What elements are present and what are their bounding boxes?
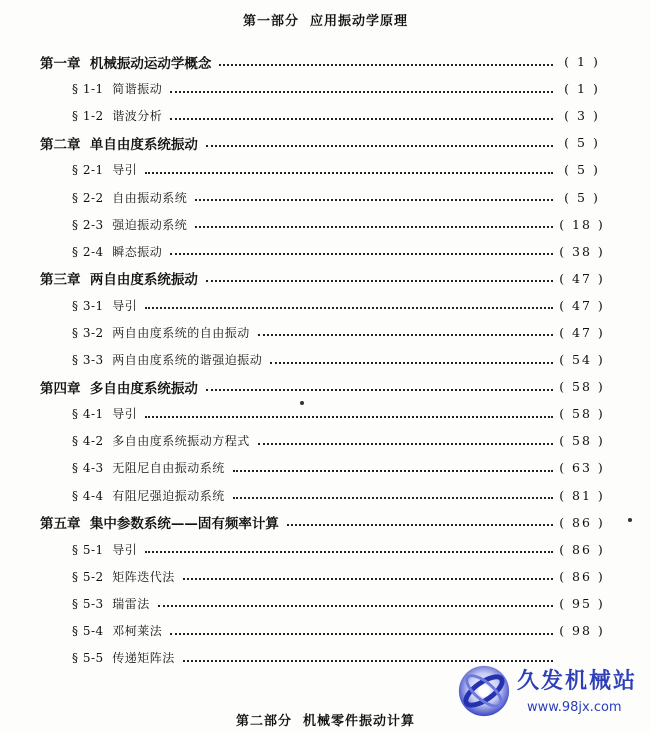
toc-page-number: ( 86 ) [559, 514, 605, 530]
dot-leader [145, 307, 553, 309]
toc-entry-label: § 4-4 有阻尼强迫振动系统 [72, 488, 225, 503]
toc-page-number: ( 58 ) [559, 433, 605, 449]
watermark-brand: 久发机械站 [517, 669, 638, 694]
toc-section-row [0, 238, 651, 265]
toc-page-number: ( 5 ) [564, 189, 600, 205]
toc-entry-label: § 4-2 多自由度系统振动方程式 [72, 434, 250, 449]
toc-section-row [0, 536, 651, 563]
toc-section-row [0, 75, 651, 102]
toc-page-number: ( 95 ) [559, 595, 605, 611]
toc-section-row [0, 211, 651, 238]
dot-leader [145, 416, 553, 418]
toc-entry-label: § 3-3 两自由度系统的谐强迫振动 [72, 353, 263, 368]
dot-leader [258, 443, 553, 445]
dot-leader [145, 172, 553, 174]
toc-entry-label: § 3-2 两自由度系统的自由振动 [72, 325, 250, 340]
toc-page-number: ( 63 ) [559, 460, 605, 476]
toc-entry-label: § 2-3 强迫振动系统 [72, 217, 188, 232]
dot-leader [183, 578, 553, 580]
toc-entry-label: 第五章 集中参数系统——固有频率计算 [40, 516, 279, 533]
toc-page-number: ( 47 ) [559, 297, 605, 313]
toc-chapter-row [0, 129, 651, 156]
toc-entry-label: 第三章 两自由度系统振动 [40, 272, 198, 289]
dot-leader [258, 334, 553, 336]
toc-section-row [0, 319, 651, 346]
part-one-title: 第一部分 应用振动学原理 [242, 14, 409, 29]
toc-page-number: ( 38 ) [559, 243, 605, 259]
dot-leader [170, 91, 553, 93]
ring-logo-icon [455, 662, 513, 720]
toc-page-number: ( 58 ) [559, 406, 605, 422]
toc-entry-label: § 1-2 谐波分析 [72, 109, 163, 124]
toc-entry-label: § 4-3 无阻尼自由振动系统 [72, 461, 225, 476]
dot-leader [270, 362, 553, 364]
dot-leader [170, 633, 553, 635]
toc-page-number: ( 47 ) [559, 270, 605, 286]
toc-section-row [0, 102, 651, 129]
toc-section-row [0, 482, 651, 509]
toc-entry-label: § 2-2 自由振动系统 [72, 190, 188, 205]
toc-entry-label: 第四章 多自由度系统振动 [40, 380, 198, 397]
toc-entry-label: 第二章 单自由度系统振动 [40, 136, 198, 153]
toc-page-number: ( 98 ) [559, 623, 605, 639]
dot-leader [233, 497, 553, 499]
toc-entry-label: 第一章 机械振动运动学概念 [40, 55, 212, 72]
dot-leader [170, 253, 553, 255]
toc-page-number: ( 86 ) [559, 568, 605, 584]
toc-page-number: ( 86 ) [559, 541, 605, 557]
toc-entry-label: § 5-3 瑞雷法 [72, 596, 150, 611]
toc-page-number: ( 1 ) [564, 54, 600, 70]
part-two-title: 第二部分 机械零件振动计算 [235, 714, 416, 729]
watermark-url: www.98jx.com [527, 700, 622, 715]
toc-section-row [0, 563, 651, 590]
toc-entry-label: § 2-4 瞬态振动 [72, 244, 163, 259]
toc-chapter-row [0, 48, 651, 75]
toc-section-row [0, 183, 651, 210]
toc-page-number: ( 5 ) [564, 162, 600, 178]
toc-section-row [0, 590, 651, 617]
toc-entry-label: § 1-1 简谐振动 [72, 82, 163, 97]
toc-entry-label: § 5-4 邓柯莱法 [72, 624, 163, 639]
toc-section-row [0, 156, 651, 183]
toc-entry-label: § 5-1 导引 [72, 542, 138, 557]
toc-section-row [0, 400, 651, 427]
toc-entry-label: § 5-5 传递矩阵法 [72, 651, 175, 666]
toc-page-number: ( 58 ) [559, 379, 605, 395]
dot-leader [145, 551, 553, 553]
dot-leader [158, 605, 553, 607]
dot-leader [219, 64, 553, 66]
toc-entry-label: § 2-1 导引 [72, 163, 138, 178]
toc-chapter-row [0, 373, 651, 400]
dot-leader [233, 470, 553, 472]
toc-section-row [0, 617, 651, 644]
toc-section-row [0, 292, 651, 319]
toc-entry-label: § 3-1 导引 [72, 298, 138, 313]
toc-chapter-row [0, 265, 651, 292]
scan-speck [628, 518, 632, 522]
toc-page-number: ( 1 ) [564, 81, 600, 97]
dot-leader [287, 524, 553, 526]
toc-page-number: ( 81 ) [559, 487, 605, 503]
dot-leader [206, 145, 553, 147]
toc-section-row [0, 454, 651, 481]
dot-leader [170, 118, 553, 120]
toc-entry-label: § 5-2 矩阵迭代法 [72, 569, 175, 584]
dot-leader [195, 226, 553, 228]
dot-leader [206, 389, 553, 391]
toc-page-number: ( 5 ) [564, 135, 600, 151]
toc-entry-label: § 4-1 导引 [72, 407, 138, 422]
toc-section-row [0, 427, 651, 454]
toc-page-number: ( 18 ) [559, 216, 605, 232]
toc-page-number: ( 3 ) [564, 108, 600, 124]
toc-page-number: ( 54 ) [559, 352, 605, 368]
table-of-contents [0, 48, 651, 671]
toc-page-number: ( 47 ) [559, 324, 605, 340]
toc-chapter-row [0, 509, 651, 536]
watermark [455, 660, 645, 722]
toc-section-row [0, 346, 651, 373]
dot-leader [206, 280, 553, 282]
dot-leader [195, 199, 553, 201]
scan-speck [300, 401, 304, 405]
